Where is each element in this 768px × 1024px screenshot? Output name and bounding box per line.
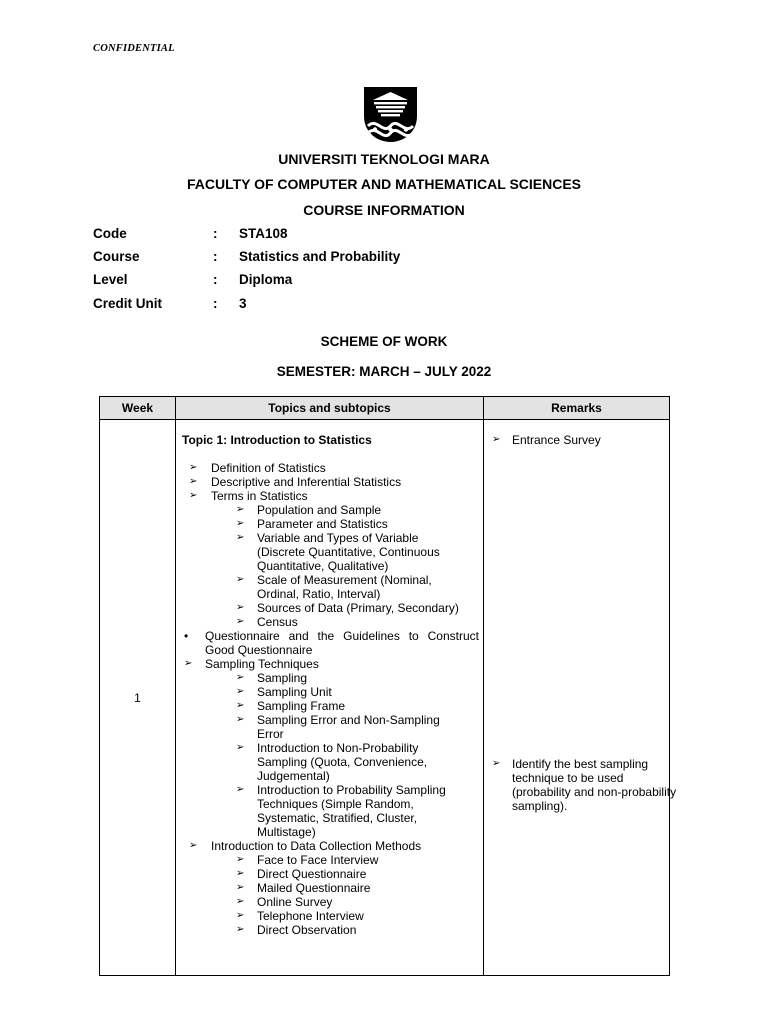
list-item: ➢ Definition of Statistics <box>182 461 483 475</box>
code-label: Code <box>93 226 127 241</box>
list-item: ➢ Scale of Measurement (Nominal, Ordinal, Ratio, Interval) <box>182 573 483 601</box>
course-information-title: COURSE INFORMATION <box>303 202 465 218</box>
list-item: ➢ Descriptive and Inferential Statistics <box>182 475 483 489</box>
week-header: Week <box>100 397 176 420</box>
list-item: ➢ Introduction to Data Collection Methods <box>182 839 483 853</box>
course-label: Course <box>93 249 140 264</box>
list-item: ➢ Sampling Frame <box>182 699 483 713</box>
level-label: Level <box>93 272 128 287</box>
confidential-marking: CONFIDENTIAL <box>93 43 175 54</box>
list-item: ➢ Face to Face Interview <box>182 853 483 867</box>
credit-unit-value: 3 <box>239 296 247 311</box>
semester-title: SEMESTER: MARCH – JULY 2022 <box>276 364 492 379</box>
code-value: STA108 <box>239 226 288 241</box>
remarks-cell <box>484 420 677 976</box>
topics-cell <box>176 420 484 976</box>
colon: : <box>213 249 218 264</box>
list-item: ➢ Variable and Types of Variable (Discrete Quantitative, Continuous Quantitative, Qualitative) <box>182 531 483 573</box>
list-item: ➢ Population and Sample <box>182 503 483 517</box>
remark-item: ➢ Entrance Survey <box>490 433 669 447</box>
university-name: UNIVERSITI TEKNOLOGI MARA <box>278 151 490 167</box>
week-cell: 1 <box>100 420 176 976</box>
list-item: ➢ Terms in Statistics <box>182 489 483 503</box>
list-item: ➢ Direct Questionnaire <box>182 867 483 881</box>
topic-list <box>182 461 483 937</box>
colon: : <box>213 272 218 287</box>
list-item: ➢ Direct Observation <box>182 923 483 937</box>
remarks-header: Remarks <box>484 397 670 420</box>
list-item: ➢ Mailed Questionnaire <box>182 881 483 895</box>
level-value: Diploma <box>239 272 293 287</box>
list-item: ➢ Online Survey <box>182 895 483 909</box>
colon: : <box>213 296 218 311</box>
scheme-of-work-title: SCHEME OF WORK <box>320 334 448 349</box>
list-item: ➢ Sources of Data (Primary, Secondary) <box>182 601 483 615</box>
list-item: ➢ Sampling Techniques <box>182 657 483 671</box>
faculty-name: FACULTY OF COMPUTER AND MATHEMATICAL SCIENCES <box>186 176 582 192</box>
list-item: ➢ Census <box>182 615 483 629</box>
list-item: • Questionnaire and the Guidelines to Construct Good Questionnaire <box>182 629 483 657</box>
list-item: ➢ Introduction to Non-Probability Sampling (Quota, Convenience, Judgemental) <box>182 741 483 783</box>
list-item: ➢ Introduction to Probability Sampling Techniques (Simple Random, Systematic, Stratified, Cluster, Multistage) <box>182 783 483 839</box>
list-item: ➢ Sampling Error and Non-Sampling Error <box>182 713 483 741</box>
list-item: ➢ Sampling <box>182 671 483 685</box>
scheme-of-work-table <box>99 396 677 976</box>
credit-unit-label: Credit Unit <box>93 296 162 311</box>
colon: : <box>213 226 218 241</box>
list-item: ➢ Sampling Unit <box>182 685 483 699</box>
course-value: Statistics and Probability <box>239 249 401 264</box>
list-item: ➢ Telephone Interview <box>182 909 483 923</box>
uitm-crest-icon <box>363 86 418 143</box>
topics-header: Topics and subtopics <box>176 397 484 420</box>
table-row <box>100 420 670 976</box>
list-item: ➢ Parameter and Statistics <box>182 517 483 531</box>
remark-item: ➢ Identify the best sampling technique to be used (probability and non-probability sampling). <box>490 757 692 813</box>
table-header-row <box>100 397 670 420</box>
topic-title: Topic 1: Introduction to Statistics <box>182 433 372 447</box>
